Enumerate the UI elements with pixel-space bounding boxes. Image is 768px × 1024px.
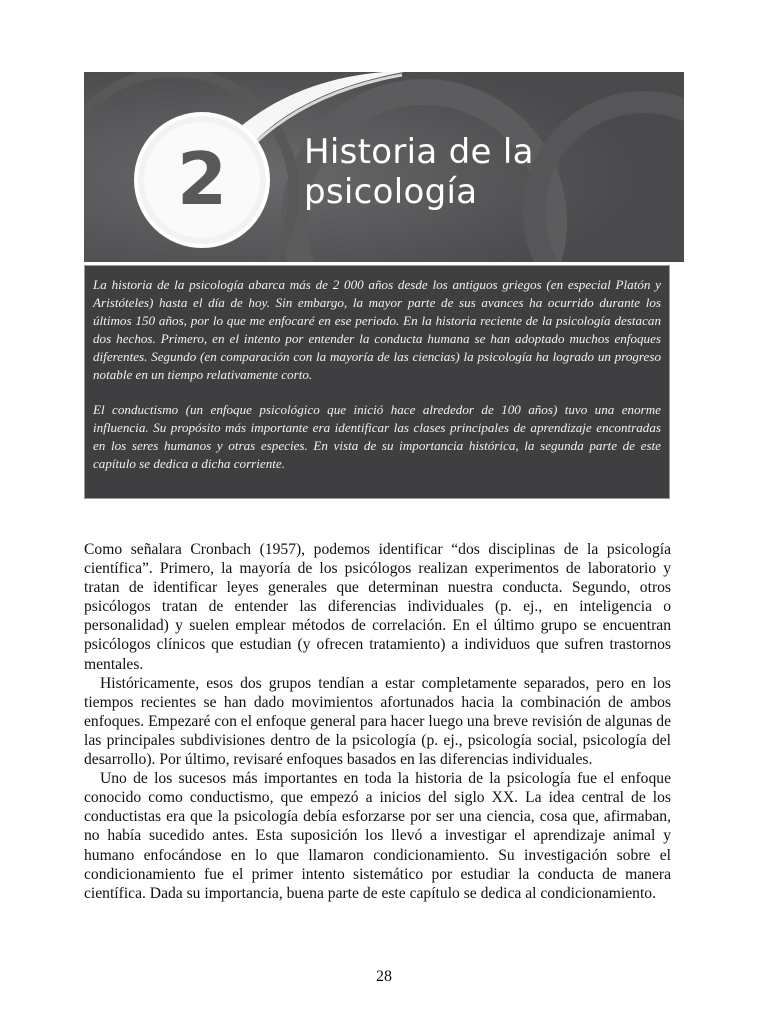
chapter-title-line1: Historia de la	[304, 132, 534, 172]
body-paragraph: Históricamente, esos dos grupos tendían a estar completamente separados, pero en los tiempos recientes se han dado movimientos afortunados hacia la combinación de ambos enfoques. Empezaré con el enfoque general para hacer luego una breve revisión de algunas de las principales subdivisiones dentro de la psicología (p. ej., psicología social, psicología del desarrollo). Por último, revisaré enfoques basados en las diferencias individuales.	[84, 674, 671, 769]
chapter-number: 2	[176, 137, 228, 221]
page-number: 28	[376, 968, 392, 985]
chapter-summary-box	[84, 265, 670, 499]
summary-paragraph: La historia de la psicología abarca más de 2 000 años desde los antiguos griegos (en especial Platón y Aristóteles) hasta el día de hoy. Sin embargo, la mayor parte de sus avances ha ocurrido durante los últimos 150 años, por lo que me enfocaré en ese periodo. En la historia reciente de la psicología destacan dos hechos. Primero, en el intento por entender la conducta humana se han adoptado muchos enfoques diferentes. Segundo (en comparación con la mayoría de las ciencias) la psicología ha logrado un progreso notable en un tiempo relativamente corto.	[93, 277, 661, 382]
chapter-header	[84, 72, 684, 262]
chapter-title	[304, 132, 664, 212]
summary-paragraph: El conductismo (un enfoque psicológico que inició hace alrededor de 100 años) tuvo una enorme influencia. Su propósito más importante era identificar las clases principales de aprendizaje encontradas en los seres humanos y otras especies. En vista de su importancia histórica, la segunda parte de este capítulo se dedica a dicha corriente.	[93, 402, 661, 472]
chapter-title-line2: psicología	[304, 172, 478, 212]
body-text	[84, 540, 671, 903]
body-paragraph: Uno de los sucesos más importantes en toda la historia de la psicología fue el enfoque conocido como conductismo, que empezó a inicios del siglo XX. La idea central de los conductistas era que la psicología debía esforzarse por ser una ciencia, cosa que, afirmaban, no había sucedido antes. Esta suposición los llevó a investigar el aprendizaje animal y humano enfocándose en lo que llamaron condicionamiento. Su investigación sobre el condicionamiento fue el primer intento sistemático por estudiar la conducta de manera científica. Dada su importancia, buena parte de este capítulo se dedica al condicionamiento.	[84, 770, 671, 902]
body-paragraph: Como señalara Cronbach (1957), podemos identificar “dos disciplinas de la psicología científica”. Primero, la mayoría de los psicólogos realizan experimentos de laboratorio y tratan de identificar leyes generales que determinan nuestra conducta. Segundo, otros psicólogos tratan de entender las diferencias individuales (p. ej., en inteligencia o personalidad) y suelen emplear métodos de correlación. En el último grupo se encuentran psicólogos clínicos que estudian (y ofrecen tratamiento) a individuos que sufren trastornos mentales.	[84, 541, 671, 673]
